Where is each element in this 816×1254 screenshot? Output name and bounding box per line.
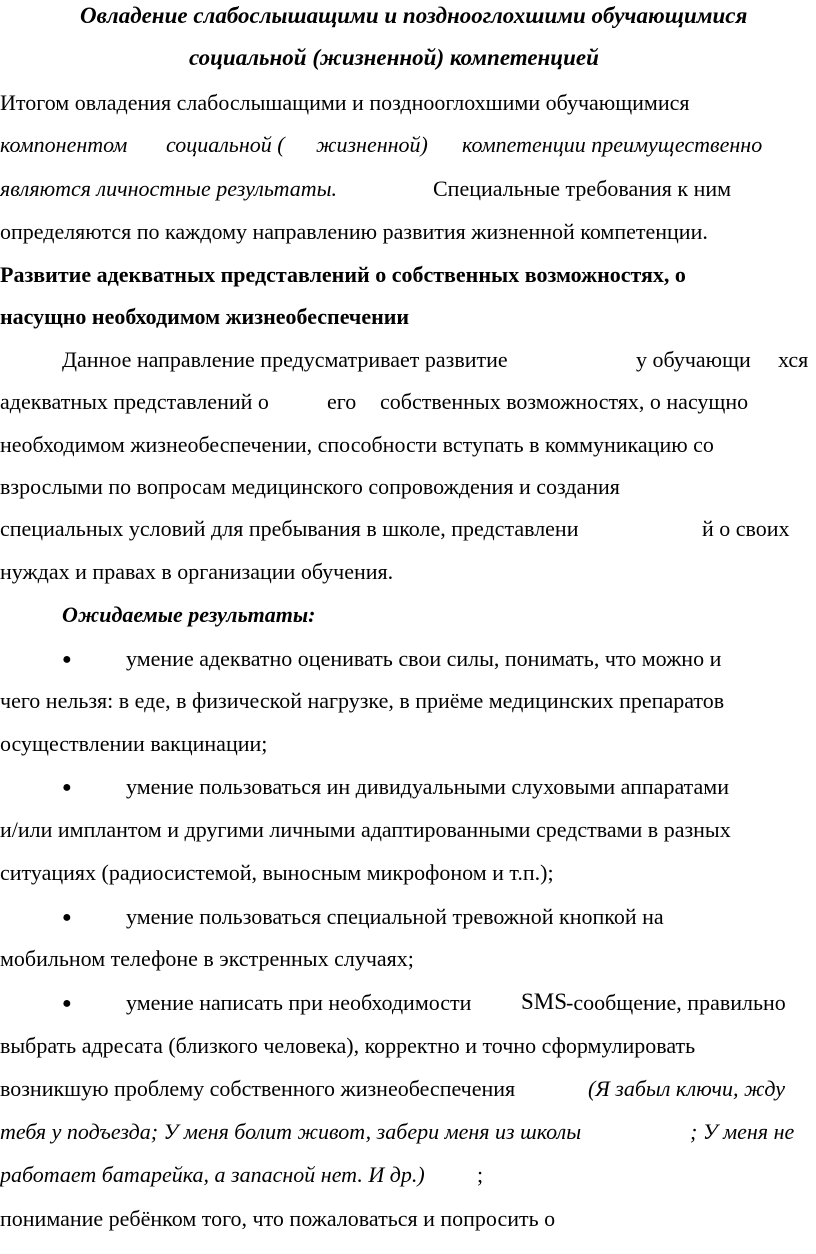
body-line-3: необходимом жизнеобеспечении, способности вступать в коммуникацию со [0, 432, 714, 457]
body-line-2a: адекватных представлений о [0, 389, 269, 414]
section-heading-line-1: Развитие адекватных представлений о собственных возможностях, о [0, 262, 686, 287]
item4-line-5b: ; [477, 1162, 484, 1187]
item3-line-1: умение пользоваться специальной тревожной кнопкой на [126, 904, 664, 929]
item4-line-1b: SMS [521, 989, 568, 1014]
item4-line-4a: тебя у подъезда; У меня болит живот, забери меня из школы [0, 1119, 582, 1144]
item1-line-1: умение адекватно оценивать свои силы, понимать, что можно и [126, 646, 722, 671]
intro-line-2b: социальной ( [166, 132, 285, 157]
item4-line-3b: (Я забыл ключи, жду [588, 1076, 786, 1101]
body-line-6: нуждах и правах в организации обучения. [0, 559, 394, 584]
item2-line-3: ситуациях (радиосистемой, выносным микрофоном и т.п.); [0, 860, 554, 885]
item2-line-1: умение пользоваться ин дивидуальными слуховыми аппаратами [126, 774, 729, 799]
body-line-1c: хся [778, 347, 809, 372]
expected-results-heading: Ожидаемые результаты: [62, 602, 316, 627]
body-line-1a: Данное направление предусматривает развитие [62, 347, 508, 372]
body-line-4: взрослыми по вопросам медицинского сопровождения и создания [0, 474, 620, 499]
intro-line-2a: компонентом [0, 132, 128, 157]
trailing-line: понимание ребёнком того, что пожаловаться и попросить о [0, 1206, 556, 1231]
body-line-2c: собственных возможностях, о насущно [380, 389, 749, 414]
intro-line-4: определяются по каждому направлению развития жизненной компетенции. [0, 219, 708, 244]
section-heading-line-2: насущно необходимом жизнеобеспечении [0, 304, 410, 329]
item1-line-2: чего нельзя: в еде, в физической нагрузке, в приёме медицинских препаратов [0, 688, 725, 713]
intro-line-3a: являются личностные результаты. [0, 176, 338, 201]
intro-line-2c: жизненной) [316, 132, 428, 157]
item1-line-3: осуществлении вакцинации; [0, 731, 268, 756]
bullet-icon: ● [62, 779, 72, 796]
item2-line-2: и/или имплантом и другими личными адаптированными средствами в разных [0, 817, 731, 842]
body-line-5b: й о своих [702, 516, 790, 541]
item4-line-5a: работает батарейка, а запасной нет. И др.) [0, 1162, 425, 1187]
bullet-icon: ● [62, 995, 72, 1012]
item4-line-2: выбрать адресата (близкого человека), корректно и точно сформулировать [0, 1033, 696, 1058]
bullet-icon: ● [62, 651, 72, 668]
body-line-5a: специальных условий для пребывания в школе, представлени [0, 516, 579, 541]
body-line-2b: его [327, 389, 357, 414]
title-line-1: Овладение слабослышащими и позднооглохшими обучающимися [80, 3, 748, 28]
item4-line-4b: ; У меня не [690, 1119, 795, 1144]
intro-line-3b: Специальные требования к ним [433, 176, 732, 201]
body-line-1b: у обучающи [636, 347, 751, 372]
item4-line-1c: -сообщение, правильно [566, 990, 786, 1015]
intro-line-1: Итогом овладения слабослышащими и позднооглохшими обучающимися [0, 90, 690, 115]
bullet-icon: ● [62, 909, 72, 926]
item4-line-3a: возникшую проблему собственного жизнеобеспечения [0, 1076, 516, 1101]
item3-line-2: мобильном телефоне в экстренных случаях; [0, 946, 414, 971]
title-line-2: социальной (жизненной) компетенцией [189, 45, 599, 70]
intro-line-2d: компетенции преимущественно [462, 132, 763, 157]
item4-line-1a: умение написать при необходимости [126, 990, 472, 1015]
